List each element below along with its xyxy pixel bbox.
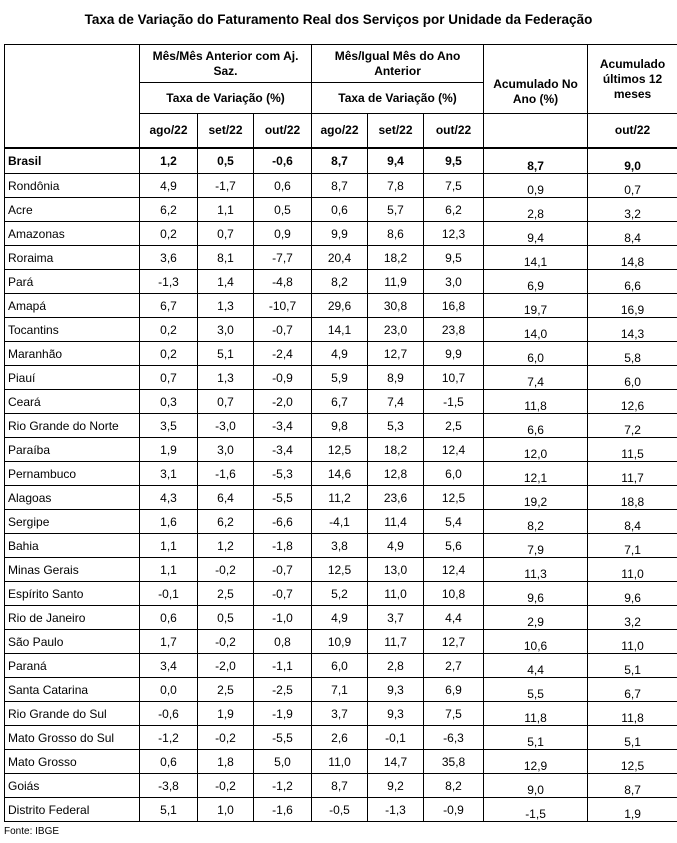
row-value: 3,2: [588, 198, 677, 222]
row-value: 12,4: [424, 558, 484, 582]
table-row: [5, 174, 677, 198]
row-value: 12,8: [368, 462, 424, 486]
row-uf-name: Bahia: [5, 534, 140, 558]
row-value: 11,7: [588, 462, 677, 486]
row-value: 0,9: [484, 174, 588, 198]
table-row: [5, 798, 677, 822]
row-value: 12,5: [424, 486, 484, 510]
row-uf-name: Acre: [5, 198, 140, 222]
row-value: -4,1: [312, 510, 368, 534]
row-value: 14,3: [588, 318, 677, 342]
row-value: 1,1: [198, 198, 254, 222]
table-row: [5, 390, 677, 414]
row-value: 14,1: [484, 246, 588, 270]
row-uf-name: Amapá: [5, 294, 140, 318]
row-uf-name: Piauí: [5, 366, 140, 390]
row-value: 0,6: [140, 750, 198, 774]
table-row: [5, 270, 677, 294]
row-value: 7,8: [368, 174, 424, 198]
row-value: 6,7: [588, 678, 677, 702]
row-value: 7,9: [484, 534, 588, 558]
row-value: 5,9: [312, 366, 368, 390]
row-value: 5,0: [254, 750, 312, 774]
row-value: 6,2: [424, 198, 484, 222]
row-value: 0,9: [254, 222, 312, 246]
month-header: out/22: [424, 114, 484, 148]
row-value: 11,8: [588, 702, 677, 726]
row-value: 1,6: [140, 510, 198, 534]
row-value: 8,2: [484, 510, 588, 534]
row-value: 9,2: [368, 774, 424, 798]
row-value: 1,1: [140, 534, 198, 558]
table-row: [5, 318, 677, 342]
row-value: 8,1: [198, 246, 254, 270]
row-value: 0,6: [140, 606, 198, 630]
row-value: 8,6: [368, 222, 424, 246]
month-header-blank: [484, 114, 588, 148]
row-value: 4,4: [484, 654, 588, 678]
row-value: -2,0: [254, 390, 312, 414]
row-value: 9,3: [368, 678, 424, 702]
row-value: 5,8: [588, 342, 677, 366]
row-value: -1,3: [140, 270, 198, 294]
table-body: [5, 148, 677, 822]
row-value: -1,6: [254, 798, 312, 822]
row-value: 12,7: [368, 342, 424, 366]
row-value: -2,5: [254, 678, 312, 702]
row-uf-name: Paraíba: [5, 438, 140, 462]
row-value: 5,5: [484, 678, 588, 702]
row-value: 9,4: [368, 148, 424, 174]
row-value: 0,6: [312, 198, 368, 222]
uf-header: [5, 45, 140, 148]
row-value: 5,3: [368, 414, 424, 438]
row-value: 12,5: [312, 438, 368, 462]
row-value: 12,0: [484, 438, 588, 462]
row-value: 8,7: [312, 174, 368, 198]
row-value: 3,0: [424, 270, 484, 294]
row-value: 13,0: [368, 558, 424, 582]
header-rate-yoy: Taxa de Variação (%): [312, 83, 484, 114]
table-row: [5, 222, 677, 246]
table-row: [5, 198, 677, 222]
row-value: -0,2: [198, 774, 254, 798]
row-uf-name: São Paulo: [5, 630, 140, 654]
row-value: 9,8: [312, 414, 368, 438]
table-row: [5, 654, 677, 678]
row-value: 8,2: [312, 270, 368, 294]
month-header: set/22: [198, 114, 254, 148]
row-value: 11,8: [484, 390, 588, 414]
row-value: 0,8: [254, 630, 312, 654]
row-value: 12,6: [588, 390, 677, 414]
table-row-total: [5, 148, 677, 174]
header-mom-group: Mês/Mês Anterior com Aj. Saz.: [140, 45, 312, 83]
row-value: 14,0: [484, 318, 588, 342]
row-value: 11,2: [312, 486, 368, 510]
row-value: 5,1: [198, 342, 254, 366]
row-value: 18,8: [588, 486, 677, 510]
row-value: 1,4: [198, 270, 254, 294]
row-value: 35,8: [424, 750, 484, 774]
row-value: -1,0: [254, 606, 312, 630]
row-value: 6,6: [484, 414, 588, 438]
row-value: 10,9: [312, 630, 368, 654]
table-row: [5, 414, 677, 438]
row-value: 0,5: [198, 148, 254, 174]
row-value: 11,0: [588, 558, 677, 582]
row-value: 5,1: [588, 654, 677, 678]
row-value: -3,0: [198, 414, 254, 438]
row-value: 1,2: [140, 148, 198, 174]
row-value: -1,8: [254, 534, 312, 558]
row-value: 9,6: [484, 582, 588, 606]
row-value: 8,7: [484, 148, 588, 174]
row-value: 1,0: [198, 798, 254, 822]
row-value: 0,5: [198, 606, 254, 630]
table-row: [5, 774, 677, 798]
row-value: 14,1: [312, 318, 368, 342]
row-value: 14,8: [588, 246, 677, 270]
row-value: 10,6: [484, 630, 588, 654]
row-value: 2,5: [424, 414, 484, 438]
row-value: -1,9: [254, 702, 312, 726]
row-value: 11,0: [312, 750, 368, 774]
row-value: -0,6: [254, 148, 312, 174]
source-note: Fonte: IBGE: [4, 826, 60, 837]
row-value: -2,0: [198, 654, 254, 678]
row-value: 9,5: [424, 246, 484, 270]
row-value: 7,4: [484, 366, 588, 390]
row-value: 8,4: [588, 222, 677, 246]
row-uf-name: Minas Gerais: [5, 558, 140, 582]
row-value: 3,5: [140, 414, 198, 438]
row-value: 1,9: [198, 702, 254, 726]
row-value: -0,1: [140, 582, 198, 606]
row-value: 0,5: [254, 198, 312, 222]
row-value: 4,9: [368, 534, 424, 558]
table-row: [5, 486, 677, 510]
row-value: 6,2: [140, 198, 198, 222]
row-value: 5,7: [368, 198, 424, 222]
row-value: 0,7: [198, 390, 254, 414]
row-value: 18,2: [368, 246, 424, 270]
row-value: 7,5: [424, 702, 484, 726]
row-value: 9,5: [424, 148, 484, 174]
row-value: 3,8: [312, 534, 368, 558]
row-value: -0,9: [254, 366, 312, 390]
row-value: 11,7: [368, 630, 424, 654]
row-value: 4,9: [312, 606, 368, 630]
row-value: 9,3: [368, 702, 424, 726]
table-row: [5, 726, 677, 750]
row-value: 20,4: [312, 246, 368, 270]
row-value: 19,7: [484, 294, 588, 318]
row-value: 0,0: [140, 678, 198, 702]
row-uf-name: Goiás: [5, 774, 140, 798]
row-value: 29,6: [312, 294, 368, 318]
table-row: [5, 510, 677, 534]
row-value: -0,9: [424, 798, 484, 822]
row-value: 5,2: [312, 582, 368, 606]
month-header: set/22: [368, 114, 424, 148]
row-value: 10,8: [424, 582, 484, 606]
table-row: [5, 582, 677, 606]
row-value: -5,5: [254, 486, 312, 510]
row-value: 3,0: [198, 438, 254, 462]
row-value: -1,3: [368, 798, 424, 822]
row-value: 11,9: [368, 270, 424, 294]
row-value: 3,6: [140, 246, 198, 270]
row-value: 16,8: [424, 294, 484, 318]
row-uf-name: Roraima: [5, 246, 140, 270]
row-uf-name: Mato Grosso do Sul: [5, 726, 140, 750]
row-value: 0,7: [198, 222, 254, 246]
row-uf-name: Rio Grande do Sul: [5, 702, 140, 726]
row-value: -10,7: [254, 294, 312, 318]
row-value: -0,6: [140, 702, 198, 726]
row-value: 2,5: [198, 582, 254, 606]
row-value: 1,3: [198, 294, 254, 318]
row-value: 14,6: [312, 462, 368, 486]
month-header: out/22: [254, 114, 312, 148]
row-value: -1,5: [424, 390, 484, 414]
row-value: 3,7: [312, 702, 368, 726]
row-value: -1,2: [254, 774, 312, 798]
table-row: [5, 462, 677, 486]
row-value: 7,2: [588, 414, 677, 438]
row-value: 8,7: [312, 148, 368, 174]
row-uf-name: Sergipe: [5, 510, 140, 534]
row-value: 7,1: [588, 534, 677, 558]
row-value: 8,2: [424, 774, 484, 798]
row-uf-name: Pará: [5, 270, 140, 294]
row-value: 11,3: [484, 558, 588, 582]
row-value: 9,6: [588, 582, 677, 606]
row-value: 14,7: [368, 750, 424, 774]
row-value: 9,9: [312, 222, 368, 246]
month-header: ago/22: [312, 114, 368, 148]
row-value: -0,7: [254, 582, 312, 606]
row-value: 1,3: [198, 366, 254, 390]
row-value: 16,9: [588, 294, 677, 318]
row-uf-name: Rio Grande do Norte: [5, 414, 140, 438]
row-value: -5,3: [254, 462, 312, 486]
row-uf-name: Rio de Janeiro: [5, 606, 140, 630]
row-uf-name: Mato Grosso: [5, 750, 140, 774]
row-value: 6,0: [484, 342, 588, 366]
row-value: 6,7: [140, 294, 198, 318]
row-value: 23,0: [368, 318, 424, 342]
row-value: 12,4: [424, 438, 484, 462]
row-value: 9,0: [484, 774, 588, 798]
row-value: 6,6: [588, 270, 677, 294]
row-value: 0,2: [140, 342, 198, 366]
row-value: -1,6: [198, 462, 254, 486]
row-value: 1,7: [140, 630, 198, 654]
row-value: 4,3: [140, 486, 198, 510]
row-uf-name: Maranhão: [5, 342, 140, 366]
row-value: 8,7: [312, 774, 368, 798]
row-value: 0,2: [140, 222, 198, 246]
row-value: 11,5: [588, 438, 677, 462]
row-value: 7,1: [312, 678, 368, 702]
row-value: 23,8: [424, 318, 484, 342]
row-value: -0,7: [254, 318, 312, 342]
row-value: 7,5: [424, 174, 484, 198]
row-uf-name: Ceará: [5, 390, 140, 414]
row-value: 2,8: [484, 198, 588, 222]
row-value: 0,3: [140, 390, 198, 414]
row-value: 18,2: [368, 438, 424, 462]
row-value: -1,7: [198, 174, 254, 198]
row-value: -5,5: [254, 726, 312, 750]
row-value: 6,0: [588, 366, 677, 390]
row-value: 2,5: [198, 678, 254, 702]
table-row: [5, 366, 677, 390]
table-title: Taxa de Variação do Faturamento Real dos Serviços por Unidade da Federação: [84, 12, 593, 27]
row-value: 4,4: [424, 606, 484, 630]
row-value: 5,4: [424, 510, 484, 534]
row-value: 1,8: [198, 750, 254, 774]
row-value: 5,6: [424, 534, 484, 558]
row-value: 2,8: [368, 654, 424, 678]
table-row: [5, 438, 677, 462]
row-value: -1,1: [254, 654, 312, 678]
row-value: 1,9: [140, 438, 198, 462]
table-row: [5, 534, 677, 558]
row-value: 23,6: [368, 486, 424, 510]
table-row: [5, 606, 677, 630]
row-value: 9,9: [424, 342, 484, 366]
table-row: [5, 294, 677, 318]
table-row: [5, 246, 677, 270]
row-uf-name: Amazonas: [5, 222, 140, 246]
row-value: 11,0: [368, 582, 424, 606]
table-row: [5, 558, 677, 582]
row-value: 6,2: [198, 510, 254, 534]
row-uf-name: Pernambuco: [5, 462, 140, 486]
row-value: -0,1: [368, 726, 424, 750]
row-value: 8,9: [368, 366, 424, 390]
row-value: 2,6: [312, 726, 368, 750]
row-value: 1,2: [198, 534, 254, 558]
row-value: 11,8: [484, 702, 588, 726]
row-value: 2,9: [484, 606, 588, 630]
table-row: [5, 630, 677, 654]
row-value: -1,5: [484, 798, 588, 822]
row-value: 30,8: [368, 294, 424, 318]
row-value: 8,4: [588, 510, 677, 534]
row-value: 4,9: [140, 174, 198, 198]
row-value: -0,5: [312, 798, 368, 822]
row-value: 5,1: [140, 798, 198, 822]
table-row: [5, 702, 677, 726]
header-acum-12m: Acumulado últimos 12 meses: [588, 45, 677, 114]
row-uf-name: Rondônia: [5, 174, 140, 198]
row-value: 6,0: [424, 462, 484, 486]
row-value: 6,9: [424, 678, 484, 702]
row-value: 10,7: [424, 366, 484, 390]
row-value: 12,9: [484, 750, 588, 774]
row-uf-name: Paraná: [5, 654, 140, 678]
row-value: 6,0: [312, 654, 368, 678]
row-value: -3,4: [254, 414, 312, 438]
data-table: [4, 44, 677, 822]
row-value: 0,6: [254, 174, 312, 198]
row-uf-name: Tocantins: [5, 318, 140, 342]
row-value: 1,9: [588, 798, 677, 822]
row-value: -2,4: [254, 342, 312, 366]
row-value: 6,4: [198, 486, 254, 510]
row-value: 3,1: [140, 462, 198, 486]
row-value: -3,8: [140, 774, 198, 798]
month-header: out/22: [588, 114, 677, 148]
row-value: 12,5: [312, 558, 368, 582]
row-value: 19,2: [484, 486, 588, 510]
header-rate-mom: Taxa de Variação (%): [140, 83, 312, 114]
table-row: [5, 750, 677, 774]
row-value: 3,4: [140, 654, 198, 678]
row-value: -1,2: [140, 726, 198, 750]
table-row: [5, 342, 677, 366]
row-value: 12,1: [484, 462, 588, 486]
row-value: 6,9: [484, 270, 588, 294]
row-value: -7,7: [254, 246, 312, 270]
row-value: -0,2: [198, 558, 254, 582]
row-value: -0,2: [198, 630, 254, 654]
row-value: 6,7: [312, 390, 368, 414]
row-value: 8,7: [588, 774, 677, 798]
row-value: 12,7: [424, 630, 484, 654]
row-value: 3,0: [198, 318, 254, 342]
row-value: 3,7: [368, 606, 424, 630]
row-value: -4,8: [254, 270, 312, 294]
row-uf-name: Espírito Santo: [5, 582, 140, 606]
header-acum-year: Acumulado No Ano (%): [484, 45, 588, 114]
row-uf-name: Brasil: [5, 148, 140, 174]
row-value: -3,4: [254, 438, 312, 462]
row-value: 11,0: [588, 630, 677, 654]
row-value: 0,2: [140, 318, 198, 342]
table-row: [5, 678, 677, 702]
row-value: -0,2: [198, 726, 254, 750]
row-value: 5,1: [484, 726, 588, 750]
row-value: -6,6: [254, 510, 312, 534]
row-value: 4,9: [312, 342, 368, 366]
row-value: 0,7: [140, 366, 198, 390]
row-uf-name: Alagoas: [5, 486, 140, 510]
row-uf-name: Distrito Federal: [5, 798, 140, 822]
row-value: 2,7: [424, 654, 484, 678]
row-value: 9,0: [588, 148, 677, 174]
row-uf-name: Santa Catarina: [5, 678, 140, 702]
row-value: 11,4: [368, 510, 424, 534]
row-value: 12,3: [424, 222, 484, 246]
row-value: -6,3: [424, 726, 484, 750]
row-value: 5,1: [588, 726, 677, 750]
row-value: 0,7: [588, 174, 677, 198]
row-value: 1,1: [140, 558, 198, 582]
row-value: -0,7: [254, 558, 312, 582]
row-value: 12,5: [588, 750, 677, 774]
row-value: 9,4: [484, 222, 588, 246]
header-yoy-group: Mês/Igual Mês do Ano Anterior: [312, 45, 484, 83]
month-header: ago/22: [140, 114, 198, 148]
row-value: 7,4: [368, 390, 424, 414]
row-value: 3,2: [588, 606, 677, 630]
